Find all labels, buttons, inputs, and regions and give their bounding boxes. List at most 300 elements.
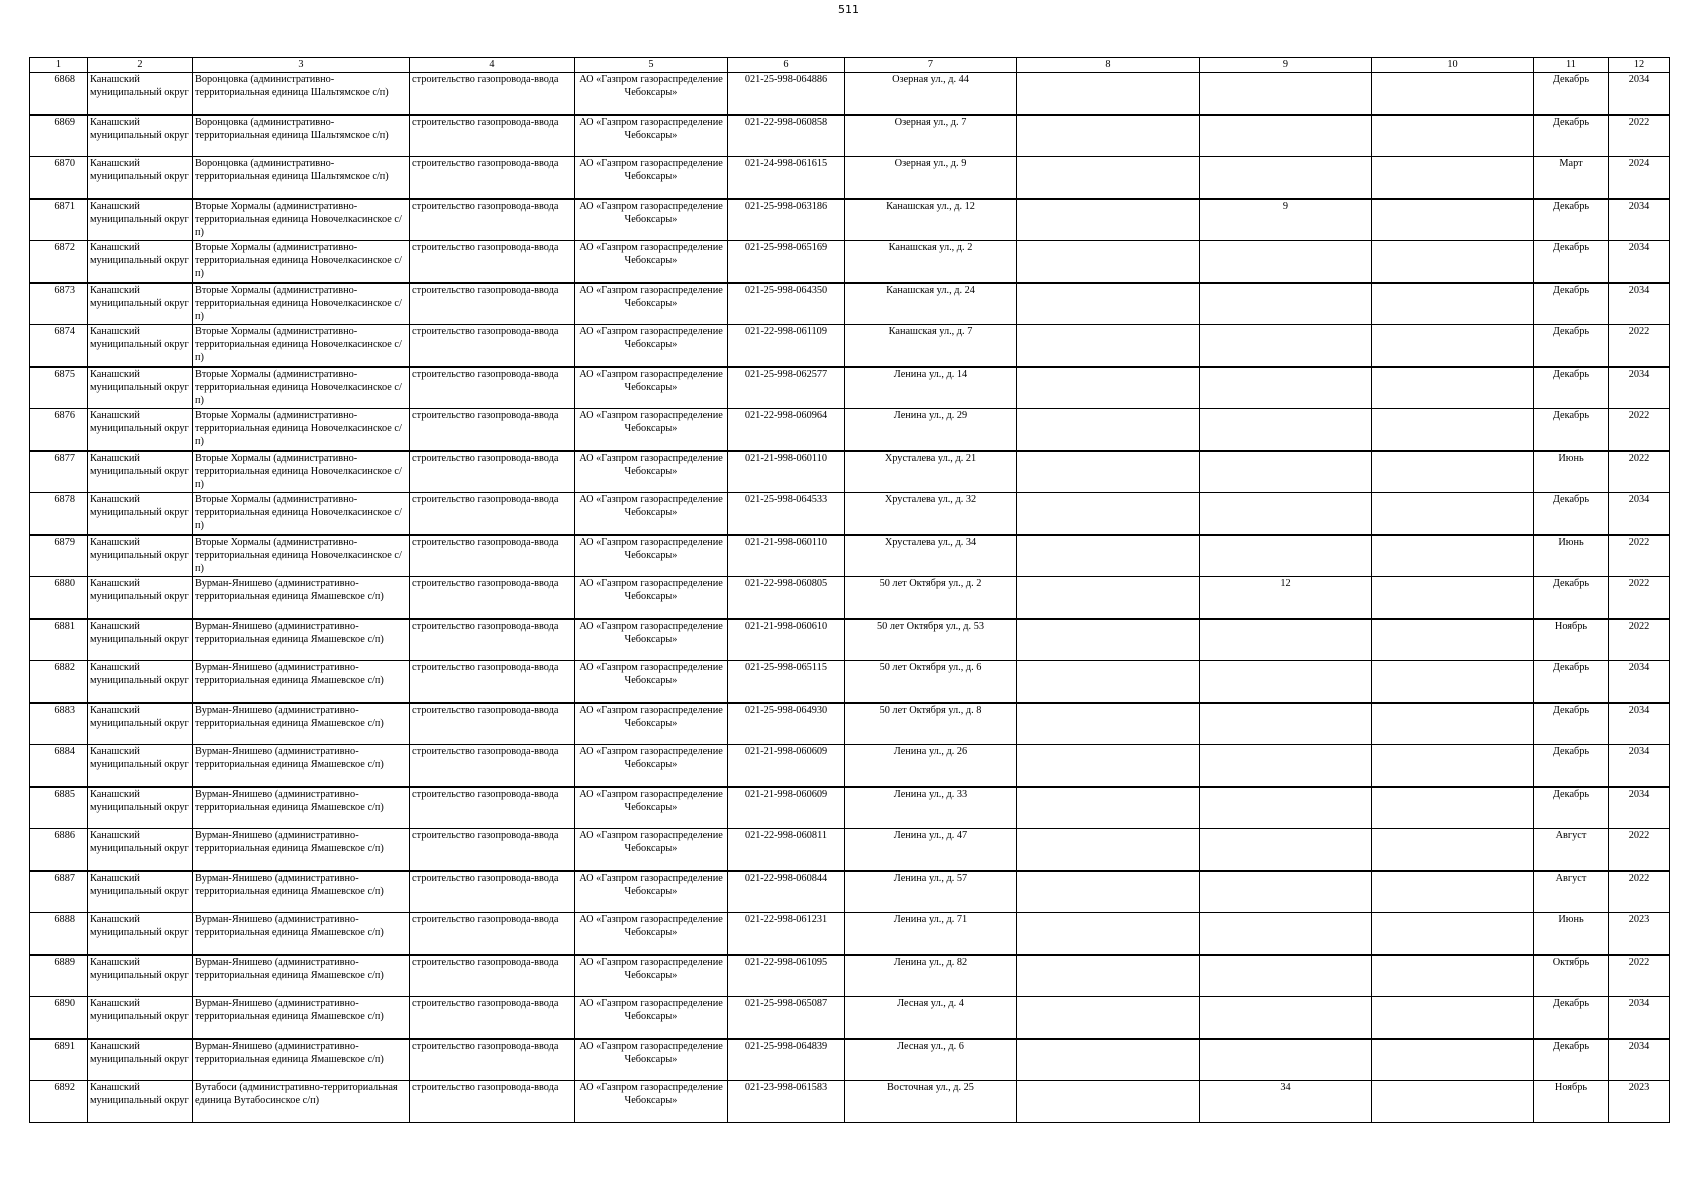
locality-cell [193,451,410,493]
table-row [30,787,1670,829]
object-code-cell-text: 021-25-998-062577 [744,368,828,380]
table-row [30,283,1670,325]
address-cell [845,325,1017,367]
locality-cell [193,913,410,955]
row-number-cell-text: 6888 [54,914,75,925]
column-8-cell [1017,661,1200,703]
month-cell-text: Декабрь [1552,326,1590,337]
locality-cell [193,157,410,199]
locality-cell [193,661,410,703]
column-header: 10 [1372,58,1534,73]
year-cell [1609,199,1670,241]
row-number-cell [30,325,88,367]
row-number-cell-text: 6882 [54,662,75,673]
year-cell-text: 2034 [1628,788,1650,800]
object-code-cell-text: 021-22-998-060811 [745,830,827,841]
organization-cell-text: АО «Газпром газораспределение Чебоксары» [579,872,723,897]
column-9-cell [1200,871,1372,913]
row-number-cell [30,619,88,661]
column-9-cell [1200,955,1372,997]
object-code-cell-text: 021-25-998-064930 [744,704,828,716]
column-8-cell [1017,409,1200,451]
year-cell [1609,73,1670,115]
work-type-cell-text: строительство газопровода-ввода [412,872,559,884]
month-cell-text: Декабрь [1552,74,1590,85]
organization-cell [575,577,728,619]
column-header: 3 [193,58,410,73]
month-cell [1534,367,1609,409]
locality-cell-text: Вурман-Янишево (административно-территориальная единица Ямашевское с/п) [195,662,384,687]
object-code-cell [728,871,845,913]
month-cell-text: Август [1555,872,1587,884]
object-code-cell-text: 021-21-998-060110 [745,452,827,464]
work-type-cell-text: строительство газопровода-ввода [412,200,559,212]
column-header: 2 [88,58,193,73]
locality-cell-text: Воронцовка (административно-территориальная единица Шальтямское с/п) [195,116,389,141]
work-type-cell [410,283,575,325]
organization-cell-text: АО «Газпром газораспределение Чебоксары» [579,200,723,225]
address-cell-text: Ленина ул., д. 47 [893,830,968,841]
locality-cell [193,367,410,409]
district-cell-text: Канашский муниципальный округ [90,326,189,351]
organization-cell [575,115,728,157]
column-9-cell [1200,661,1372,703]
year-cell-text: 2022 [1628,620,1650,632]
row-number-cell [30,913,88,955]
district-cell-text: Канашский муниципальный округ [90,830,189,855]
locality-cell-text: Вурман-Янишево (административно-территориальная единица Ямашевское с/п) [195,704,384,729]
work-type-cell [410,829,575,871]
row-number-cell-text: 6884 [54,746,75,757]
table-row [30,997,1670,1039]
month-cell-text: Март [1559,158,1583,169]
locality-cell-text: Вутабоси (административно-территориальная единица Вутабосинское с/п) [195,1082,398,1107]
year-cell-text: 2034 [1628,200,1650,212]
row-number-cell [30,451,88,493]
column-9-cell [1200,829,1372,871]
work-type-cell [410,157,575,199]
district-cell [88,955,193,997]
object-code-cell [728,73,845,115]
organization-cell [575,493,728,535]
month-cell-text: Декабрь [1552,494,1590,505]
table-row [30,157,1670,199]
locality-cell-text: Вурман-Янишево (административно-территориальная единица Ямашевское с/п) [195,788,384,813]
object-code-cell [728,367,845,409]
locality-cell [193,955,410,997]
table-row [30,451,1670,493]
address-cell [845,73,1017,115]
work-type-cell [410,661,575,703]
district-cell [88,997,193,1039]
district-cell [88,73,193,115]
organization-cell-text: АО «Газпром газораспределение Чебоксары» [579,620,723,645]
locality-cell-text: Вторые Хормалы (административно-территориальная единица Новочелкасинское с/п) [195,452,402,490]
locality-cell [193,325,410,367]
column-10-cell [1372,997,1534,1039]
locality-cell [193,1039,410,1081]
district-cell [88,787,193,829]
district-cell [88,1039,193,1081]
organization-cell-text: АО «Газпром газораспределение Чебоксары» [579,662,723,687]
locality-cell [193,1081,410,1123]
row-number-cell-text: 6874 [54,326,75,337]
organization-cell-text: АО «Газпром газораспределение Чебоксары» [579,578,723,603]
organization-cell [575,73,728,115]
month-cell [1534,829,1609,871]
year-cell [1609,157,1670,199]
year-cell [1609,283,1670,325]
district-cell-text: Канашский муниципальный округ [90,620,189,645]
column-10-cell [1372,283,1534,325]
year-cell [1609,493,1670,535]
year-cell [1609,955,1670,997]
locality-cell-text: Вторые Хормалы (административно-территориальная единица Новочелкасинское с/п) [195,200,402,238]
year-cell-text: 2022 [1628,578,1650,589]
object-code-cell [728,829,845,871]
month-cell [1534,745,1609,787]
column-10-cell [1372,325,1534,367]
row-number-cell [30,829,88,871]
column-9-cell [1200,913,1372,955]
locality-cell [193,241,410,283]
column-8-cell [1017,325,1200,367]
organization-cell-text: АО «Газпром газораспределение Чебоксары» [579,788,723,813]
work-type-cell-text: строительство газопровода-ввода [412,368,559,380]
work-type-cell-text: строительство газопровода-ввода [412,158,559,169]
organization-cell [575,745,728,787]
month-cell [1534,451,1609,493]
address-cell-text: Восточная ул., д. 25 [887,1082,974,1093]
year-cell [1609,871,1670,913]
organization-cell-text: АО «Газпром газораспределение Чебоксары» [579,830,723,855]
address-cell [845,703,1017,745]
column-header: 6 [728,58,845,73]
year-cell [1609,115,1670,157]
work-type-cell-text: строительство газопровода-ввода [412,830,559,841]
organization-cell-text: АО «Газпром газораспределение Чебоксары» [579,1082,723,1107]
organization-cell-text: АО «Газпром газораспределение Чебоксары» [579,158,723,183]
column-8-cell [1017,283,1200,325]
work-type-cell-text: строительство газопровода-ввода [412,536,559,548]
year-cell-text: 2034 [1628,704,1650,716]
table-row [30,199,1670,241]
column-10-cell [1372,409,1534,451]
organization-cell-text: АО «Газпром газораспределение Чебоксары» [579,410,723,435]
object-code-cell [728,325,845,367]
work-type-cell [410,535,575,577]
month-cell [1534,913,1609,955]
row-number-cell-text: 6873 [54,284,75,296]
organization-cell-text: АО «Газпром газораспределение Чебоксары» [579,998,723,1023]
district-cell-text: Канашский муниципальный округ [90,998,189,1023]
organization-cell [575,157,728,199]
column-header: 11 [1534,58,1609,73]
column-8-cell [1017,367,1200,409]
column-10-cell [1372,493,1534,535]
month-cell [1534,871,1609,913]
object-code-cell [728,493,845,535]
object-code-cell-text: 021-22-998-061095 [744,956,828,968]
object-code-cell [728,1081,845,1123]
year-cell-text: 2022 [1628,452,1650,464]
row-number-cell-text: 6868 [54,74,75,85]
row-number-cell [30,409,88,451]
address-cell [845,241,1017,283]
column-9-cell [1200,367,1372,409]
year-cell-text: 2022 [1628,830,1650,841]
address-cell [845,115,1017,157]
organization-cell [575,1039,728,1081]
locality-cell-text: Вторые Хормалы (административно-территориальная единица Новочелкасинское с/п) [195,536,402,574]
object-code-cell [728,703,845,745]
locality-cell [193,787,410,829]
column-9-cell [1200,283,1372,325]
column-8-cell [1017,703,1200,745]
district-cell [88,241,193,283]
locality-cell [193,409,410,451]
row-number-cell-text: 6883 [54,704,75,716]
organization-cell [575,241,728,283]
month-cell [1534,1081,1609,1123]
table-row [30,73,1670,115]
year-cell-text: 2034 [1628,662,1650,673]
month-cell [1534,283,1609,325]
object-code-cell [728,283,845,325]
work-type-cell-text: строительство газопровода-ввода [412,284,559,296]
organization-cell-text: АО «Газпром газораспределение Чебоксары» [579,368,723,393]
object-code-cell-text: 021-23-998-061583 [744,1082,828,1093]
district-cell-text: Канашский муниципальный округ [90,872,189,897]
object-code-cell-text: 021-25-998-065169 [744,242,828,253]
district-cell [88,325,193,367]
work-type-cell-text: строительство газопровода-ввода [412,116,559,128]
year-cell [1609,367,1670,409]
row-number-cell-text: 6881 [54,620,75,632]
row-number-cell-text: 6889 [54,956,75,968]
column-9-cell [1200,1081,1372,1123]
work-type-cell-text: строительство газопровода-ввода [412,1082,559,1093]
organization-cell-text: АО «Газпром газораспределение Чебоксары» [579,116,723,141]
address-cell [845,955,1017,997]
year-cell [1609,913,1670,955]
row-number-cell-text: 6876 [54,410,75,421]
month-cell-text: Ноябрь [1554,1082,1588,1093]
row-number-cell-text: 6871 [54,200,75,212]
column-9-cell [1200,115,1372,157]
work-type-cell [410,577,575,619]
row-number-cell [30,661,88,703]
work-type-cell-text: строительство газопровода-ввода [412,410,559,421]
column-header: 4 [410,58,575,73]
table-row [30,661,1670,703]
address-cell-text: 50 лет Октября ул., д. 8 [879,704,982,716]
locality-cell [193,73,410,115]
month-cell-text: Декабрь [1552,284,1590,296]
month-cell-text: Ноябрь [1554,620,1588,632]
address-cell [845,997,1017,1039]
column-header: 1 [30,58,88,73]
address-cell-text: Озерная ул., д. 9 [894,158,967,169]
object-code-cell [728,409,845,451]
locality-cell [193,619,410,661]
table-row [30,115,1670,157]
column-10-cell [1372,829,1534,871]
column-8-cell [1017,913,1200,955]
locality-cell [193,283,410,325]
district-cell-text: Канашский муниципальный округ [90,662,189,687]
district-cell-text: Канашский муниципальный округ [90,284,189,309]
address-cell-text: Хрусталева ул., д. 21 [884,452,977,464]
organization-cell-text: АО «Газпром газораспределение Чебоксары» [579,956,723,981]
object-code-cell-text: 021-24-998-061615 [744,158,828,169]
address-cell [845,577,1017,619]
address-cell [845,367,1017,409]
address-cell [845,283,1017,325]
column-10-cell [1372,745,1534,787]
locality-cell-text: Вторые Хормалы (административно-территориальная единица Новочелкасинское с/п) [195,242,402,280]
address-cell-text: Ленина ул., д. 26 [893,746,968,757]
month-cell [1534,997,1609,1039]
district-cell [88,913,193,955]
object-code-cell-text: 021-21-998-060610 [744,620,828,632]
locality-cell-text: Вурман-Янишево (административно-территориальная единица Ямашевское с/п) [195,620,384,645]
object-code-cell [728,1039,845,1081]
object-code-cell-text: 021-25-998-063186 [744,200,828,212]
locality-cell-text: Вурман-Янишево (административно-территориальная единица Ямашевское с/п) [195,998,384,1023]
organization-cell-text: АО «Газпром газораспределение Чебоксары» [579,242,723,267]
table-row [30,367,1670,409]
month-cell-text: Декабрь [1552,410,1590,421]
locality-cell [193,829,410,871]
object-code-cell [728,577,845,619]
organization-cell [575,199,728,241]
column-header: 8 [1017,58,1200,73]
object-code-cell-text: 021-22-998-060805 [744,578,828,589]
month-cell [1534,73,1609,115]
district-cell [88,535,193,577]
locality-cell [193,871,410,913]
row-number-cell-text: 6872 [54,242,75,253]
address-cell [845,535,1017,577]
column-header: 12 [1609,58,1670,73]
column-10-cell [1372,619,1534,661]
year-cell-text: 2022 [1628,872,1650,884]
column-9-cell [1200,997,1372,1039]
organization-cell [575,703,728,745]
object-code-cell [728,955,845,997]
work-type-cell [410,451,575,493]
row-number-cell-text: 6880 [54,578,75,589]
address-cell-text: Ленина ул., д. 71 [893,914,968,925]
district-cell-text: Канашский муниципальный округ [90,914,189,939]
work-type-cell-text: строительство газопровода-ввода [412,74,559,85]
year-cell [1609,409,1670,451]
district-cell-text: Канашский муниципальный округ [90,1040,189,1065]
address-cell [845,871,1017,913]
year-cell-text: 2022 [1628,116,1650,128]
organization-cell [575,325,728,367]
district-cell-text: Канашский муниципальный округ [90,410,189,435]
object-code-cell-text: 021-25-998-065087 [744,998,828,1009]
column-10-cell [1372,913,1534,955]
object-code-cell [728,745,845,787]
column-9-cell-text: 12 [1280,578,1291,589]
organization-cell [575,955,728,997]
work-type-cell [410,997,575,1039]
column-8-cell [1017,451,1200,493]
month-cell [1534,325,1609,367]
work-type-cell-text: строительство газопровода-ввода [412,494,559,505]
address-cell-text: Канашская ул., д. 12 [886,200,975,212]
district-cell [88,157,193,199]
row-number-cell [30,745,88,787]
month-cell-text: Декабрь [1552,578,1590,589]
address-cell-text: Ленина ул., д. 33 [893,788,968,800]
work-type-cell [410,409,575,451]
work-type-cell [410,745,575,787]
month-cell [1534,1039,1609,1081]
organization-cell [575,283,728,325]
work-type-cell-text: строительство газопровода-ввода [412,662,559,673]
organization-cell [575,1081,728,1123]
column-8-cell [1017,73,1200,115]
year-cell [1609,241,1670,283]
table-row [30,493,1670,535]
object-code-cell-text: 021-22-998-060858 [744,116,828,128]
column-9-cell [1200,493,1372,535]
column-8-cell [1017,199,1200,241]
table-row [30,325,1670,367]
district-cell [88,493,193,535]
object-code-cell-text: 021-25-998-064533 [744,494,828,505]
row-number-cell-text: 6885 [54,788,75,800]
column-10-cell [1372,955,1534,997]
row-number-cell [30,535,88,577]
year-cell-text: 2023 [1628,1082,1650,1093]
district-cell-text: Канашский муниципальный округ [90,578,189,603]
district-cell [88,367,193,409]
column-8-cell [1017,1039,1200,1081]
address-cell [845,913,1017,955]
column-8-cell [1017,871,1200,913]
organization-cell-text: АО «Газпром газораспределение Чебоксары» [579,494,723,519]
district-cell-text: Канашский муниципальный округ [90,242,189,267]
column-10-cell [1372,577,1534,619]
work-type-cell [410,241,575,283]
object-code-cell-text: 021-21-998-060110 [745,536,827,548]
locality-cell-text: Вторые Хормалы (административно-территориальная единица Новочелкасинское с/п) [195,410,402,448]
work-type-cell-text: строительство газопровода-ввода [412,746,559,757]
address-cell [845,199,1017,241]
column-9-cell [1200,577,1372,619]
register-table [29,57,1670,1123]
object-code-cell-text: 021-21-998-060609 [744,746,828,757]
month-cell-text: Декабрь [1552,704,1590,716]
object-code-cell-text: 021-25-998-065115 [745,662,827,673]
locality-cell [193,703,410,745]
row-number-cell-text: 6879 [54,536,75,548]
work-type-cell-text: строительство газопровода-ввода [412,620,559,632]
column-9-cell [1200,73,1372,115]
year-cell-text: 2023 [1628,914,1650,925]
column-9-cell [1200,787,1372,829]
locality-cell-text: Вурман-Янишево (административно-территориальная единица Ямашевское с/п) [195,830,384,855]
year-cell-text: 2034 [1628,1040,1650,1052]
month-cell [1534,115,1609,157]
table-row [30,409,1670,451]
organization-cell-text: АО «Газпром газораспределение Чебоксары» [579,914,723,939]
